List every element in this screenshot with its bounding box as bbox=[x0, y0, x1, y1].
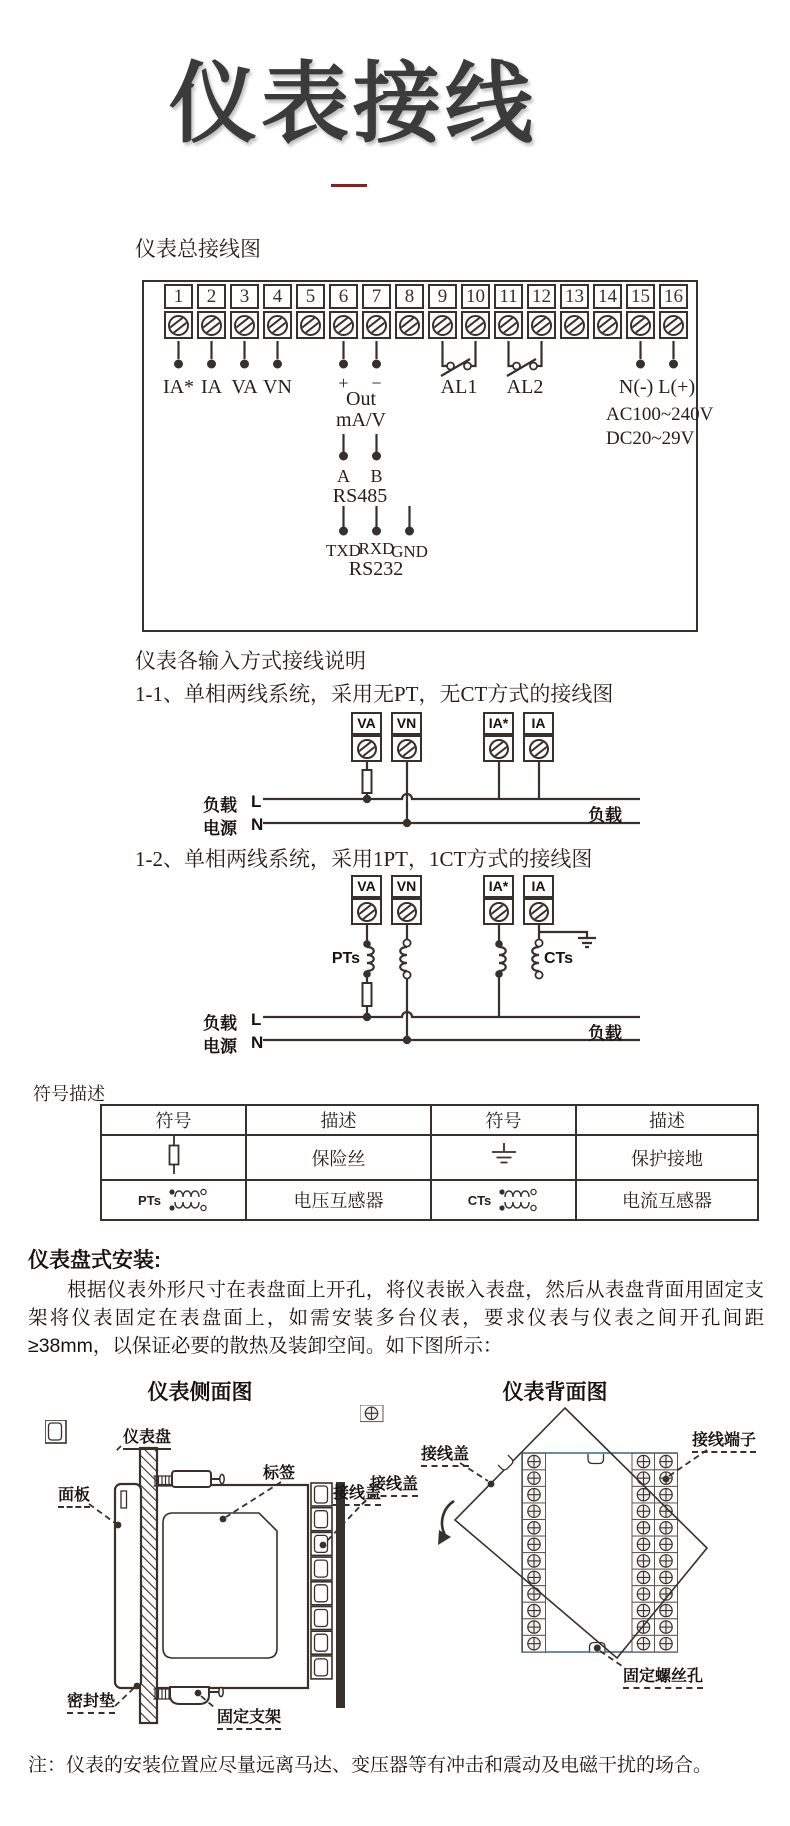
terminal-cell: 1 bbox=[164, 284, 193, 339]
screw-icon bbox=[397, 739, 417, 759]
label-rxd: RXD bbox=[358, 539, 395, 558]
terminal-cell: 4 bbox=[263, 284, 292, 339]
label-cts: CTs bbox=[544, 950, 574, 967]
symbol-table-header bbox=[101, 1105, 758, 1135]
screw-icon bbox=[201, 315, 222, 336]
label-rs485-a: A bbox=[337, 466, 350, 486]
pt-desc: 电压互感器 bbox=[246, 1180, 431, 1220]
mode2-figure bbox=[180, 875, 690, 1060]
mode2-title: 1-2、单相两线系统，采用1PT，1CT方式的接线图 bbox=[135, 847, 593, 871]
label-area bbox=[163, 1513, 277, 1658]
footer-note: 注：仪表的安装位置应尽量远离马达、变压器等有冲击和震动及电磁干扰的场合。 bbox=[28, 1755, 713, 1776]
transformer-symbol-icon bbox=[497, 1185, 539, 1215]
screw-icon bbox=[267, 315, 288, 336]
terminal-cover-bar bbox=[336, 1482, 345, 1708]
input-modes-heading: 仪表各输入方式接线说明 bbox=[135, 649, 366, 673]
terminal-cell: 16 bbox=[659, 284, 688, 339]
label-rs485-b: B bbox=[370, 466, 383, 486]
transformer-symbol-icon bbox=[167, 1185, 209, 1215]
terminal-cell: IA bbox=[523, 875, 554, 925]
label-bracket: 固定支架 bbox=[217, 1704, 281, 1730]
back-view-title: 仪表背面图 bbox=[502, 1380, 608, 1404]
label-line-l: L bbox=[251, 1010, 262, 1029]
terminal-cell: 11 bbox=[494, 284, 523, 339]
terminal-cell: 15 bbox=[626, 284, 655, 339]
label-load-left: 负载 bbox=[203, 796, 237, 815]
fuse-desc: 保险丝 bbox=[246, 1135, 431, 1180]
side-view-figure bbox=[45, 1420, 390, 1735]
screw-icon bbox=[234, 315, 255, 336]
terminal-cell: 9 bbox=[428, 284, 457, 339]
label-screw-hole: 固定螺丝孔 bbox=[623, 1663, 703, 1689]
label-terminal-block: 接线端子 bbox=[692, 1427, 756, 1453]
install-heading: 仪表盘式安装: bbox=[28, 1249, 161, 1272]
label-tag: 标签 bbox=[263, 1460, 295, 1486]
terminal-cell: VN bbox=[391, 875, 422, 925]
label-line-l: L bbox=[251, 792, 262, 811]
label-panel-board: 仪表盘 bbox=[123, 1424, 171, 1450]
symbol-table-heading: 符号描述 bbox=[33, 1084, 105, 1104]
fuse-symbol bbox=[363, 770, 372, 793]
label-pts: PTs bbox=[331, 950, 360, 967]
label-rs485: RS485 bbox=[332, 485, 388, 507]
screw-icon bbox=[300, 315, 321, 336]
label-al1: AL1 bbox=[440, 376, 478, 398]
screw-icon bbox=[399, 315, 420, 336]
label-cts: CTs bbox=[467, 1192, 492, 1208]
ground-symbol-icon bbox=[488, 1143, 520, 1168]
terminal-cell: 7 bbox=[362, 284, 391, 339]
screw-icon bbox=[465, 315, 486, 336]
screw-icon bbox=[333, 315, 354, 336]
screw-icon bbox=[663, 315, 684, 336]
mounting-panel-bar bbox=[140, 1448, 157, 1723]
screw-icon bbox=[357, 902, 377, 922]
col-symbol: 符号 bbox=[101, 1105, 246, 1135]
label-ac-range: AC100~240V bbox=[606, 404, 714, 425]
screw-icon bbox=[531, 315, 552, 336]
table-row bbox=[101, 1135, 758, 1180]
screw-icon bbox=[529, 739, 549, 759]
terminal-cell: IA* bbox=[483, 712, 514, 762]
top-screw-hole bbox=[588, 1454, 604, 1464]
col-desc: 描述 bbox=[246, 1105, 431, 1135]
screw-icon bbox=[489, 739, 509, 759]
label-vn: VN bbox=[263, 376, 292, 398]
label-out-minus: − bbox=[371, 373, 382, 393]
page-title: 仪表接线 bbox=[168, 54, 537, 153]
label-dc-range: DC20~29V bbox=[606, 428, 695, 449]
terminal-cell: VA bbox=[351, 712, 382, 762]
label-wiring-cover-top: 接线盖 bbox=[421, 1441, 469, 1467]
terminal-cell: 13 bbox=[560, 284, 589, 339]
terminal-cell: 10 bbox=[461, 284, 490, 339]
symbol-table bbox=[100, 1104, 759, 1221]
label-pts: PTs bbox=[138, 1192, 161, 1208]
label-wiring-cover-left: 接线盖 bbox=[370, 1471, 418, 1497]
screw-icon bbox=[432, 315, 453, 336]
overall-diagram-heading: 仪表总接线图 bbox=[135, 237, 261, 261]
terminal-cell: IA bbox=[523, 712, 554, 762]
side-view-title: 仪表侧面图 bbox=[147, 1380, 253, 1404]
screw-icon bbox=[630, 315, 651, 336]
terminal-cell: VA bbox=[351, 875, 382, 925]
label-ia-star: IA* bbox=[162, 376, 195, 398]
label-out: Out bbox=[346, 388, 376, 410]
col-symbol: 符号 bbox=[431, 1105, 576, 1135]
terminal-cell: VN bbox=[391, 712, 422, 762]
label-ia: IA bbox=[200, 376, 223, 398]
fuse-symbol bbox=[363, 983, 372, 1006]
terminal-cell: IA* bbox=[483, 875, 514, 925]
ct-desc: 电流互感器 bbox=[576, 1180, 758, 1220]
screw-icon bbox=[498, 315, 519, 336]
label-out-plus: + bbox=[338, 373, 349, 393]
terminal-cell: 6 bbox=[329, 284, 358, 339]
label-ma-v: mA/V bbox=[336, 409, 386, 431]
label-neutral-n: N bbox=[251, 1033, 264, 1052]
overall-wiring-diagram bbox=[142, 280, 714, 632]
terminal-cell: 3 bbox=[230, 284, 259, 339]
screw-icon bbox=[564, 315, 585, 336]
terminal-cell: 2 bbox=[197, 284, 226, 339]
terminal-cell: 12 bbox=[527, 284, 556, 339]
back-view-figure bbox=[360, 1405, 780, 1705]
mode1-figure bbox=[180, 712, 690, 847]
label-va: VA bbox=[231, 376, 258, 398]
label-load-left: 负载 bbox=[203, 1014, 237, 1033]
label-source: 电源 bbox=[203, 819, 237, 838]
label-front-panel: 面板 bbox=[58, 1482, 90, 1508]
mode1-title: 1-1、单相两线系统，采用无PT，无CT方式的接线图 bbox=[135, 682, 614, 706]
terminal-cell: 5 bbox=[296, 284, 325, 339]
fuse-symbol-icon bbox=[167, 1136, 181, 1174]
front-bezel bbox=[115, 1484, 141, 1688]
label-source: 电源 bbox=[203, 1037, 237, 1056]
label-neutral-n: N bbox=[251, 815, 264, 834]
label-load-right: 负载 bbox=[588, 806, 622, 825]
label-power-terminals: N(-) L(+) bbox=[618, 376, 696, 398]
label-gnd: GND bbox=[391, 542, 428, 561]
rotation-arrow bbox=[442, 1501, 454, 1535]
label-wiring-cover: 接线盖 bbox=[333, 1480, 381, 1506]
label-gasket: 密封垫 bbox=[67, 1688, 115, 1714]
ground-desc: 保护接地 bbox=[576, 1135, 758, 1180]
screw-icon bbox=[529, 902, 549, 922]
install-paragraph: 根据仪表外形尺寸在表盘面上开孔，将仪表嵌入表盘，然后从表盘背面用固定支架将仪表固定在表盘面上，如需安装多台仪表，要求仪表与仪表之间开孔间距≥38mm，以保证必要的散热及装卸空间。如下图所示： bbox=[28, 1279, 764, 1357]
title-underline-decoration bbox=[331, 184, 367, 187]
screw-icon bbox=[357, 739, 377, 759]
col-desc: 描述 bbox=[576, 1105, 758, 1135]
label-load-right: 负载 bbox=[588, 1024, 622, 1043]
label-txd: TXD bbox=[326, 541, 361, 560]
screw-icon bbox=[168, 315, 189, 336]
terminal-cell: 8 bbox=[395, 284, 424, 339]
screw-icon bbox=[489, 902, 509, 922]
table-row bbox=[101, 1180, 758, 1220]
terminal-cell: 14 bbox=[593, 284, 622, 339]
screw-icon bbox=[366, 315, 387, 336]
label-al2: AL2 bbox=[506, 376, 544, 398]
screw-icon bbox=[597, 315, 618, 336]
bottom-bracket bbox=[154, 1687, 224, 1704]
screw-icon bbox=[397, 902, 417, 922]
label-rs232: RS232 bbox=[348, 558, 404, 580]
